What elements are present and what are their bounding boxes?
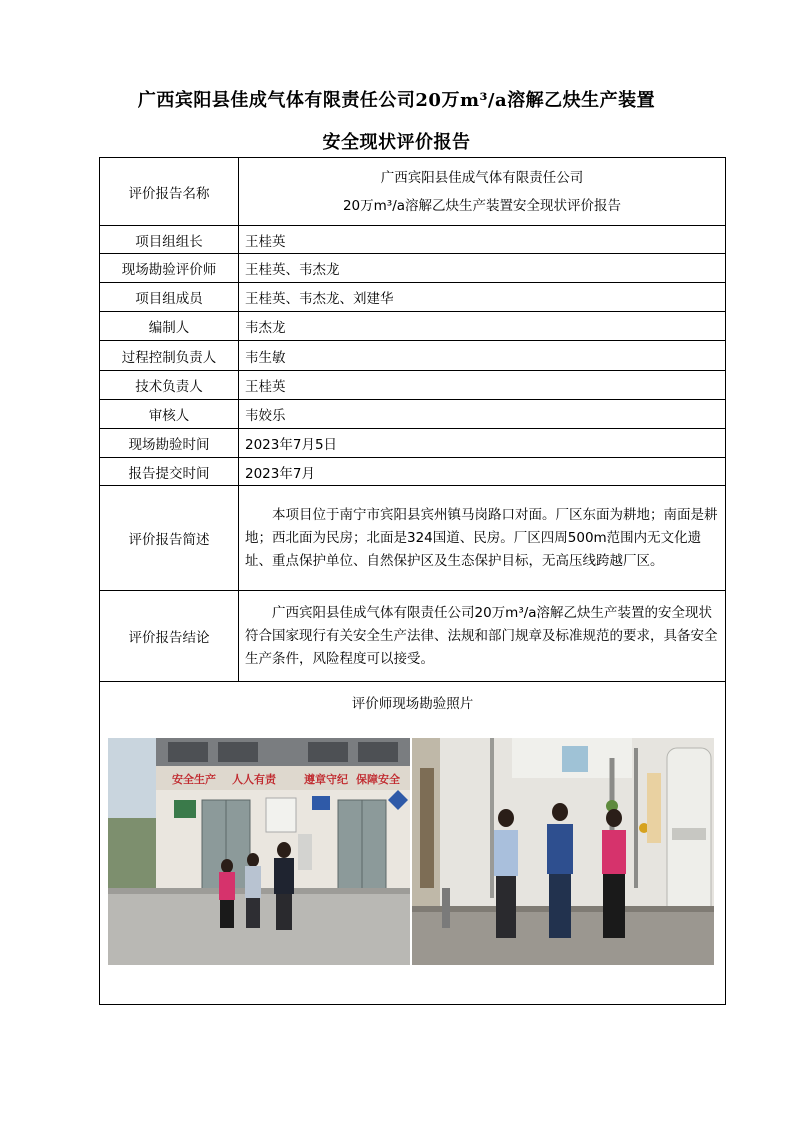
wall-slogan-1: 安全生产: [172, 773, 216, 786]
site-evaluators-value: 王桂英、韦杰龙: [239, 254, 726, 283]
document-title-line2: 安全现状评价报告: [322, 132, 471, 153]
wall-slogan-4: 保障安全: [356, 773, 400, 786]
reviewer-label: 审核人: [100, 400, 239, 429]
survey-time-value: 2023年7月5日: [239, 429, 726, 458]
table-row: [100, 400, 726, 429]
project-members-value: 王桂英、韦杰龙、刘建华: [239, 283, 726, 312]
project-members-label: 项目组成员: [100, 283, 239, 312]
report-name-label: 评价报告名称: [100, 158, 239, 226]
compiler-label: 编制人: [100, 312, 239, 341]
conclusion-value: 广西宾阳县佳成气体有限责任公司20万m³/a溶解乙炔生产装置的安全现状符合国家现行有关安全生产法律、法规和部门规章及标准规范的要求，具备安全生产条件，风险程度可以接受。: [239, 591, 726, 682]
table-row: [100, 283, 726, 312]
survey-time-label: 现场勘验时间: [100, 429, 239, 458]
table-row: [100, 486, 726, 591]
process-control-value: 韦生敏: [239, 341, 726, 371]
project-leader-value: 王桂英: [239, 226, 726, 254]
photo-section: [100, 682, 726, 1005]
photo-strip: [108, 738, 716, 966]
compiler-value: 韦杰龙: [239, 312, 726, 341]
report-name-value-line2: 20万m³/a溶解乙炔生产装置安全现状评价报告: [342, 197, 622, 214]
project-leader-label: 项目组组长: [100, 226, 239, 254]
table-row: [100, 341, 726, 371]
submit-time-label: 报告提交时间: [100, 458, 239, 486]
table-row: [100, 254, 726, 283]
report-name-value-line1: 广西宾阳县佳成气体有限责任公司: [380, 169, 584, 186]
site-photo-exterior: [108, 738, 410, 965]
photo-caption: 评价师现场勘验照片: [351, 696, 474, 712]
table-row: [100, 226, 726, 254]
conclusion-label: 评价报告结论: [100, 591, 239, 682]
summary-label: 评价报告简述: [100, 486, 239, 591]
table-row: [100, 682, 726, 1005]
submit-time-value: 2023年7月: [239, 458, 726, 486]
report-name-value: [239, 158, 726, 226]
technical-lead-label: 技术负责人: [100, 371, 239, 400]
process-control-label: 过程控制负责人: [100, 341, 239, 371]
table-row: [100, 158, 726, 226]
table-row: [100, 458, 726, 486]
site-photo-interior: [412, 738, 714, 965]
summary-value: 本项目位于南宁市宾阳县宾州镇马岗路口对面。厂区东面为耕地；南面是耕地；西北面为民房；北面是324国道、民房。厂区四周500m范围内无文化遗址、重点保护单位、自然保护区及生态保护目标，无高压线跨越厂区。: [239, 486, 726, 591]
reviewer-value: 韦姣乐: [239, 400, 726, 429]
document-title-line1: 广西宾阳县佳成气体有限责任公司20万m³/a溶解乙炔生产装置: [137, 90, 656, 111]
wall-slogan-2: 人人有责: [232, 773, 276, 786]
table-row: [100, 371, 726, 400]
table-row: [100, 429, 726, 458]
site-evaluators-label: 现场勘验评价师: [100, 254, 239, 283]
wall-slogan-3: 遵章守纪: [304, 773, 348, 786]
report-info-table: [99, 157, 726, 1005]
technical-lead-value: 王桂英: [239, 371, 726, 400]
table-row: [100, 312, 726, 341]
table-row: [100, 591, 726, 682]
